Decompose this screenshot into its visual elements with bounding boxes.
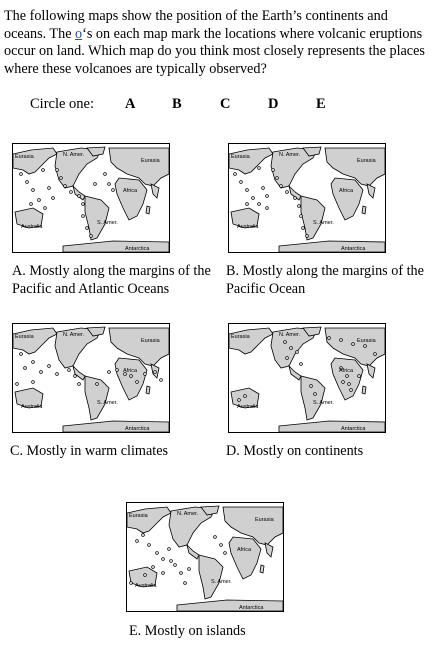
- choice-b[interactable]: B: [172, 96, 182, 112]
- landmass-central-america: [73, 366, 85, 380]
- map-label-north-america: N. Amer.: [279, 332, 301, 338]
- volcano-marker: [32, 381, 35, 384]
- landmass-antarctica: [177, 600, 283, 611]
- circle-one-label: Circle one:: [30, 96, 95, 112]
- map-label-eurasia-right: Eurasia: [141, 158, 160, 164]
- volcano-marker: [300, 363, 303, 366]
- map-label-south-america: S. Amer.: [211, 579, 232, 585]
- landmass-south-america: [85, 196, 109, 240]
- volcano-marker: [130, 582, 133, 585]
- map-label-antarctica: Antarctica: [239, 605, 264, 611]
- caption-e: E. Mostly on islands: [129, 623, 246, 639]
- volcano-marker: [266, 207, 269, 210]
- volcano-marker: [220, 544, 223, 547]
- map-label-eurasia-right: Eurasia: [141, 338, 160, 344]
- map-label-south-america: S. Amer.: [97, 220, 118, 226]
- map-label-antarctica: Antarctica: [341, 426, 366, 432]
- volcano-marker: [266, 195, 269, 198]
- choice-d[interactable]: D: [268, 96, 279, 112]
- map-label-north-america: N. Amer.: [63, 332, 85, 338]
- volcano-marker: [262, 187, 265, 190]
- map-label-eurasia-left: Eurasia: [15, 154, 34, 160]
- volcano-marker: [238, 399, 241, 402]
- volcano-marker: [294, 197, 297, 200]
- map-label-australia: Australia: [21, 224, 43, 230]
- volcano-marker: [74, 375, 77, 378]
- volcano-marker: [286, 357, 289, 360]
- volcano-marker: [52, 197, 55, 200]
- volcano-marker: [48, 365, 51, 368]
- volcano-marker: [188, 568, 191, 571]
- question-part-2: ‘s on each map mark the locations where volcanic eruptions occur on land. Which map do you think most closely represents the places where these volcanoes are typically observed?: [4, 25, 425, 77]
- choice-a[interactable]: A: [125, 96, 136, 112]
- map-label-africa: Africa: [339, 368, 354, 374]
- volcano-marker: [244, 395, 247, 398]
- landmass-india-se-asia: [151, 184, 159, 198]
- map-label-eurasia-right: Eurasia: [357, 158, 376, 164]
- volcano-marker: [314, 393, 317, 396]
- volcano-marker: [276, 177, 279, 180]
- volcano-marker: [96, 383, 99, 386]
- volcano-marker: [144, 574, 147, 577]
- landmass-madagascar: [362, 386, 366, 394]
- volcano-marker: [350, 389, 353, 392]
- volcano-marker: [68, 369, 71, 372]
- volcano-marker: [24, 367, 27, 370]
- landmass-central-america: [289, 366, 301, 380]
- volcano-marker: [148, 544, 151, 547]
- volcano-marker: [160, 379, 163, 382]
- volcano-marker: [26, 181, 29, 184]
- volcano-marker: [234, 173, 237, 176]
- landmass-india-se-asia: [367, 364, 375, 378]
- volcano-marker: [346, 375, 349, 378]
- volcano-marker: [310, 385, 313, 388]
- map-label-africa: Africa: [123, 188, 138, 194]
- volcano-marker: [136, 540, 139, 543]
- map-label-eurasia-left: Eurasia: [129, 513, 148, 519]
- volcano-marker: [352, 343, 355, 346]
- question-part-1: The following maps show the position of the Earth’s continents and oceans. The: [4, 8, 388, 42]
- map-label-eurasia-right: Eurasia: [255, 517, 274, 523]
- volcano-marker: [374, 353, 377, 356]
- map-label-africa: Africa: [237, 547, 252, 553]
- volcano-marker: [38, 199, 41, 202]
- volcano-marker: [162, 558, 165, 561]
- landmass-south-america: [199, 555, 223, 599]
- map-label-eurasia-left: Eurasia: [231, 154, 250, 160]
- volcano-marker: [86, 227, 89, 230]
- landmass-madagascar: [260, 565, 264, 573]
- volcano-marker: [258, 167, 261, 170]
- map-label-south-america: S. Amer.: [313, 220, 334, 226]
- volcano-marker: [108, 183, 111, 186]
- volcano-marker: [286, 191, 289, 194]
- volcano-marker: [174, 564, 177, 567]
- choice-c[interactable]: C: [220, 96, 231, 112]
- caption-b: B. Mostly along the margins of the Pacific Ocean: [226, 263, 424, 297]
- landmass-antarctica: [279, 421, 385, 432]
- volcano-marker: [40, 371, 43, 374]
- volcano-marker: [170, 560, 173, 563]
- volcano-marker: [44, 207, 47, 210]
- volcano-marker: [340, 339, 343, 342]
- landmass-antarctica: [279, 241, 385, 252]
- volcano-marker: [30, 203, 33, 206]
- volcano-marker: [298, 205, 301, 208]
- volcano-marker: [246, 203, 249, 206]
- volcano-marker: [82, 203, 85, 206]
- volcano-marker: [300, 215, 303, 218]
- volcano-marker: [342, 381, 345, 384]
- map-label-australia: Australia: [135, 583, 157, 589]
- volcano-marker: [144, 373, 147, 376]
- landmass-africa: [331, 358, 363, 400]
- volcano-marker: [348, 383, 351, 386]
- volcano-marker: [56, 169, 59, 172]
- volcano-marker: [32, 361, 35, 364]
- volcano-marker: [306, 235, 309, 238]
- map-label-africa: Africa: [339, 188, 354, 194]
- volcano-marker: [162, 572, 165, 575]
- volcano-marker: [90, 235, 93, 238]
- volcano-marker: [358, 375, 361, 378]
- caption-c: C. Mostly in warm climates: [10, 443, 169, 459]
- volcano-marker: [258, 203, 261, 206]
- volcano-marker: [116, 369, 119, 372]
- volcano-marker: [252, 197, 255, 200]
- map-label-north-america: N. Amer.: [279, 152, 301, 158]
- volcano-marker: [154, 371, 157, 374]
- landmass-south-america: [301, 376, 325, 420]
- volcano-marker: [142, 534, 145, 537]
- volcano-marker: [156, 552, 159, 555]
- landmass-eurasia-left: [229, 148, 273, 174]
- map-label-africa: Africa: [123, 368, 138, 374]
- volcano-marker: [94, 183, 97, 186]
- landmass-india-se-asia: [265, 543, 273, 557]
- map-label-australia: Australia: [237, 224, 259, 230]
- volcano-marker: [280, 185, 283, 188]
- volcano-marker: [48, 187, 51, 190]
- map-label-south-america: S. Amer.: [313, 400, 334, 406]
- volcano-marker: [70, 191, 73, 194]
- landmass-africa: [115, 358, 147, 400]
- map-c: [12, 323, 170, 433]
- volcano-marker: [42, 169, 45, 172]
- landmass-antarctica: [63, 421, 169, 432]
- volcano-marker: [364, 345, 367, 348]
- landmass-antarctica: [63, 241, 169, 252]
- volcano-marker: [82, 215, 85, 218]
- volcano-marker: [60, 177, 63, 180]
- volcano-marker: [214, 536, 217, 539]
- volcano-marker: [302, 227, 305, 230]
- question-text: [4, 8, 428, 78]
- volcano-marker: [104, 173, 107, 176]
- volcano-marker: [296, 351, 299, 354]
- volcano-marker: [32, 189, 35, 192]
- volcano-marker: [130, 375, 133, 378]
- o-mark-symbol: o: [75, 25, 83, 42]
- map-e: [126, 502, 284, 612]
- map-label-north-america: N. Amer.: [63, 152, 85, 158]
- volcano-marker: [272, 169, 275, 172]
- landmass-eurasia-left: [13, 328, 57, 354]
- landmass-madagascar: [146, 206, 150, 214]
- caption-d: D. Mostly on continents: [226, 443, 364, 459]
- map-label-antarctica: Antarctica: [341, 246, 366, 252]
- landmass-africa: [331, 178, 363, 220]
- map-b: [228, 143, 386, 253]
- landmass-africa: [229, 537, 261, 579]
- landmass-central-america: [73, 186, 85, 200]
- map-label-antarctica: Antarctica: [125, 246, 150, 252]
- volcano-marker: [16, 383, 19, 386]
- volcano-marker: [290, 347, 293, 350]
- volcano-marker: [168, 548, 171, 551]
- map-label-australia: Australia: [237, 404, 259, 410]
- choice-e[interactable]: E: [316, 96, 326, 112]
- map-label-eurasia-left: Eurasia: [15, 334, 34, 340]
- map-a: [12, 143, 170, 253]
- map-label-eurasia-left: Eurasia: [231, 334, 250, 340]
- volcano-marker: [56, 373, 59, 376]
- landmass-africa: [115, 178, 147, 220]
- volcano-marker: [20, 353, 23, 356]
- landmass-madagascar: [362, 206, 366, 214]
- map-label-australia: Australia: [21, 404, 43, 410]
- volcano-marker: [184, 582, 187, 585]
- volcano-marker: [240, 181, 243, 184]
- landmass-eurasia-left: [127, 507, 171, 533]
- volcano-marker: [136, 381, 139, 384]
- volcano-marker: [78, 383, 81, 386]
- map-label-eurasia-right: Eurasia: [357, 338, 376, 344]
- volcano-marker: [20, 173, 23, 176]
- caption-a: A. Mostly along the margins of the Pacific and Atlantic Oceans: [12, 263, 211, 297]
- map-d: [228, 323, 386, 433]
- volcano-marker: [284, 341, 287, 344]
- volcano-marker: [180, 572, 183, 575]
- volcano-marker: [78, 195, 81, 198]
- volcano-marker: [246, 189, 249, 192]
- landmass-south-america: [301, 196, 325, 240]
- landmass-madagascar: [146, 386, 150, 394]
- map-label-north-america: N. Amer.: [177, 511, 199, 517]
- volcano-marker: [328, 337, 331, 340]
- volcano-marker: [112, 189, 115, 192]
- map-label-antarctica: Antarctica: [125, 426, 150, 432]
- map-label-south-america: S. Amer.: [97, 400, 118, 406]
- landmass-central-america: [187, 545, 199, 559]
- landmass-india-se-asia: [367, 184, 375, 198]
- volcano-marker: [152, 566, 155, 569]
- landmass-eurasia-left: [229, 328, 273, 354]
- volcano-marker: [224, 552, 227, 555]
- landmass-eurasia-left: [13, 148, 57, 174]
- volcano-marker: [108, 371, 111, 374]
- volcano-marker: [64, 185, 67, 188]
